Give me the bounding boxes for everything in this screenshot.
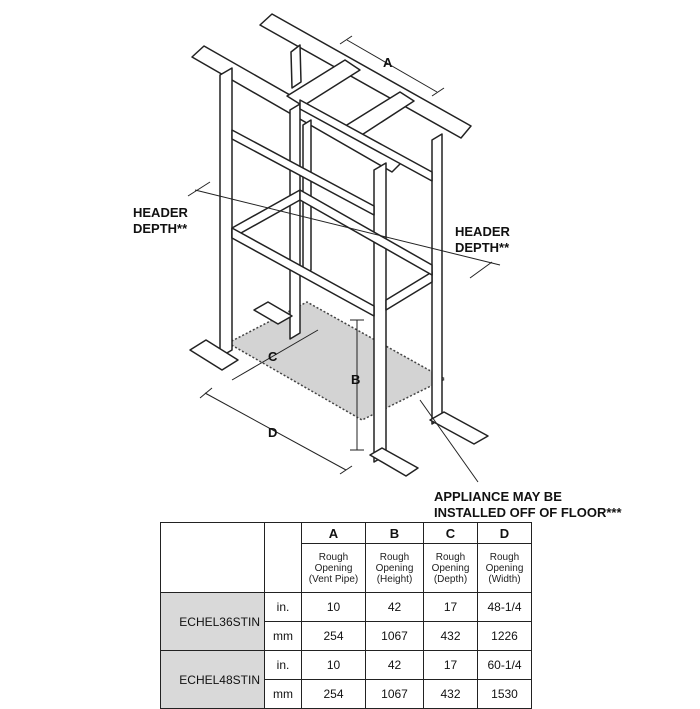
header-depth-right-label (455, 224, 510, 256)
header-stub (291, 45, 301, 88)
table-corner-cell (161, 523, 265, 593)
value-cell: 48-1/4 (478, 593, 532, 622)
value-cell: 432 (424, 680, 478, 709)
appliance-note (434, 489, 622, 521)
appliance-note-line2: INSTALLED OFF OF FLOOR*** (434, 505, 622, 520)
model-name-cell: ECHEL48STIN (161, 651, 265, 709)
header-depth-right-line2: DEPTH** (455, 240, 510, 255)
upper-beam-2 (300, 100, 432, 181)
column-header: B (366, 523, 424, 544)
description-line: (Vent Pipe) (308, 573, 359, 585)
description-line: (Width) (488, 573, 521, 585)
value-cell: 1067 (366, 680, 424, 709)
bottom-plate-front (370, 448, 418, 476)
post-rear-right (432, 134, 442, 424)
model-name-cell: ECHEL36STIN (161, 593, 265, 651)
value-cell: 254 (302, 680, 366, 709)
column-description (424, 544, 478, 593)
description-line: Opening (431, 562, 470, 574)
value-cell: 42 (366, 593, 424, 622)
description-line: Rough (435, 551, 466, 563)
post-front-right (374, 163, 386, 462)
unit-cell: in. (265, 593, 302, 622)
table-corner-cell (265, 523, 302, 593)
post-front-left (220, 68, 232, 357)
value-cell: 42 (366, 651, 424, 680)
value-cell: 60-1/4 (478, 651, 532, 680)
description-line: Rough (318, 551, 349, 563)
column-header: C (424, 523, 478, 544)
table-row (161, 651, 532, 680)
description-line: (Height) (376, 573, 413, 585)
header-depth-left-line1: HEADER (133, 205, 188, 220)
header-beam-right (386, 272, 432, 310)
floor-area (228, 302, 445, 420)
description-line: Opening (485, 562, 524, 574)
value-cell: 1067 (366, 622, 424, 651)
rough-opening-table (160, 522, 532, 709)
unit-cell: mm (265, 680, 302, 709)
post-rear-left (290, 104, 300, 339)
value-cell: 17 (424, 593, 478, 622)
dimension-a-label: A (383, 55, 393, 70)
appliance-note-line1: APPLIANCE MAY BE (434, 489, 562, 504)
description-line: (Depth) (433, 573, 468, 585)
value-cell: 10 (302, 593, 366, 622)
unit-cell: mm (265, 622, 302, 651)
description-line: Rough (489, 551, 520, 563)
value-cell: 10 (302, 651, 366, 680)
description-line: Opening (314, 562, 353, 574)
unit-cell: in. (265, 651, 302, 680)
description-line: Rough (379, 551, 410, 563)
value-cell: 432 (424, 622, 478, 651)
column-description (302, 544, 366, 593)
column-description (366, 544, 424, 593)
dimension-c-label: C (268, 349, 278, 364)
dimension-b-label: B (351, 372, 361, 387)
header-depth-right-line1: HEADER (455, 224, 510, 239)
column-header: A (302, 523, 366, 544)
column-header: D (478, 523, 532, 544)
header-depth-left-line2: DEPTH** (133, 221, 188, 236)
table-header-row (161, 523, 532, 544)
dimension-d-label: D (268, 425, 278, 440)
table-row (161, 593, 532, 622)
header-depth-left-label (133, 205, 188, 237)
value-cell: 1226 (478, 622, 532, 651)
value-cell: 1530 (478, 680, 532, 709)
value-cell: 17 (424, 651, 478, 680)
description-line: Opening (375, 562, 414, 574)
value-cell: 254 (302, 622, 366, 651)
column-description (478, 544, 532, 593)
bottom-plate-right (430, 412, 488, 444)
